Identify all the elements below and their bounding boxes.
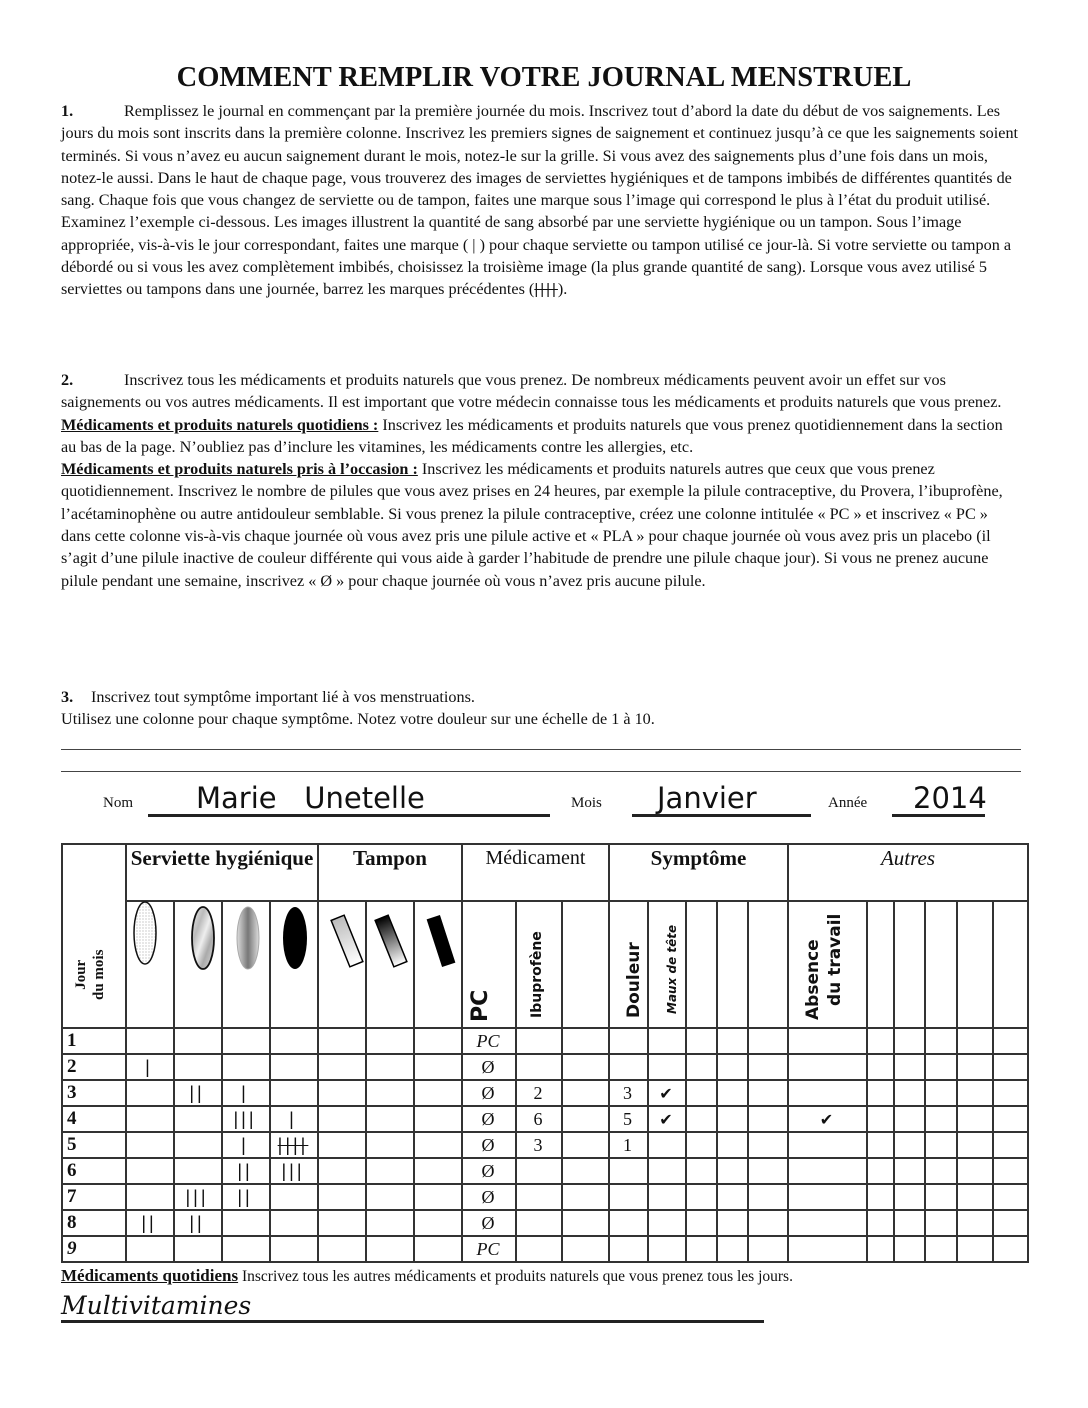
cell-pc[interactable]: Ø (481, 1212, 495, 1233)
cell-p2[interactable]: || (189, 1082, 205, 1103)
cell-absence[interactable] (787, 1236, 866, 1262)
cell-pc[interactable]: Ø (481, 1134, 495, 1155)
header-pc: PC (468, 989, 493, 1022)
table-line (924, 900, 926, 1263)
cell-p1[interactable] (125, 1158, 173, 1184)
header-day-line1: Jour (73, 959, 89, 990)
cell-p2[interactable] (173, 1028, 221, 1054)
cell-ibu[interactable] (515, 1028, 561, 1054)
table-line (992, 900, 994, 1263)
section-text: Utilisez une colonne pour chaque symptôme. Notez votre douleur sur une échelle de 1 à 10. (61, 710, 655, 729)
day-number: 7 (67, 1186, 77, 1207)
cell-maux[interactable]: ✔ (659, 1083, 673, 1103)
cell-p2[interactable] (173, 1106, 221, 1132)
pad-medium-icon (188, 905, 218, 975)
cell-t3[interactable] (413, 1210, 461, 1236)
cell-ibu[interactable] (515, 1184, 561, 1210)
cell-p3[interactable] (221, 1236, 269, 1262)
page-title: COMMENT REMPLIR VOTRE JOURNAL MENSTRUEL (176, 62, 912, 93)
name-label: Nom (103, 795, 133, 811)
year-label: Année (828, 795, 868, 811)
section-text: Inscrivez tout symptôme important lié à vos menstruations. (91, 688, 475, 706)
day-number: 5 (67, 1134, 77, 1155)
cell-pc[interactable]: Ø (481, 1108, 495, 1129)
section-text-end: ). (557, 280, 568, 299)
cell-t2[interactable] (365, 1236, 413, 1262)
header-douleur: Douleur (624, 942, 644, 1018)
cell-pc[interactable]: Ø (481, 1056, 495, 1077)
cell-p3[interactable]: || (237, 1186, 253, 1207)
cell-absence[interactable] (787, 1080, 866, 1106)
month-field[interactable]: Janvier (657, 781, 757, 815)
table-line (561, 900, 563, 1263)
cell-p4[interactable]: | (289, 1108, 297, 1129)
cell-t3[interactable] (413, 1158, 461, 1184)
cell-douleur[interactable] (608, 1210, 647, 1236)
table-border (1027, 843, 1029, 1263)
header-absence-line2: du travail (825, 913, 845, 1006)
day-number: 2 (67, 1056, 77, 1077)
cell-p2[interactable] (173, 1158, 221, 1184)
cell-absence[interactable] (787, 1210, 866, 1236)
header-day-line2: du mois (91, 949, 107, 1000)
cell-t3[interactable] (413, 1184, 461, 1210)
cell-p2[interactable] (173, 1132, 221, 1158)
cell-t2[interactable] (365, 1158, 413, 1184)
occasional-meds-heading: Médicaments et produits naturels pris à l’occasion : (61, 460, 418, 479)
cell-maux[interactable] (647, 1236, 685, 1262)
pad-light-icon (130, 900, 160, 970)
cell-p3[interactable] (221, 1054, 269, 1080)
cell-t1[interactable] (317, 1054, 365, 1080)
table-line (893, 900, 895, 1263)
cell-douleur[interactable] (608, 1028, 647, 1054)
cell-p4[interactable]: ||| (281, 1160, 305, 1181)
cell-douleur[interactable] (608, 1054, 647, 1080)
cell-ibu[interactable] (515, 1210, 561, 1236)
instructions-section-1 (61, 100, 1021, 302)
cell-p3[interactable] (221, 1028, 269, 1054)
cell-t1[interactable] (317, 1236, 365, 1262)
cell-douleur[interactable]: 3 (623, 1082, 632, 1103)
tampon-light-icon (328, 912, 368, 972)
cell-p1[interactable]: || (141, 1212, 157, 1233)
cell-maux[interactable] (647, 1210, 685, 1236)
cell-t1[interactable] (317, 1210, 365, 1236)
cell-ibu[interactable] (515, 1054, 561, 1080)
cell-t1[interactable] (317, 1106, 365, 1132)
cell-p3[interactable]: | (241, 1134, 249, 1155)
cell-t3[interactable] (413, 1236, 461, 1262)
header-absence-line1: Absence (803, 939, 823, 1020)
day-number: 4 (67, 1108, 77, 1129)
cell-maux[interactable] (647, 1132, 685, 1158)
cell-t1[interactable] (317, 1080, 365, 1106)
cell-douleur[interactable] (608, 1184, 647, 1210)
table-line (716, 900, 718, 1263)
cell-p4[interactable] (269, 1236, 317, 1262)
cell-douleur[interactable] (608, 1236, 647, 1262)
cell-p3[interactable]: ||| (233, 1108, 257, 1129)
cell-p4[interactable] (269, 1028, 317, 1054)
cell-t2[interactable] (365, 1106, 413, 1132)
cell-t1[interactable] (317, 1184, 365, 1210)
daily-meds-value[interactable]: Multivitamines (61, 1291, 252, 1320)
cell-maux[interactable] (647, 1158, 685, 1184)
cell-absence[interactable] (787, 1158, 866, 1184)
header-absence-travail (802, 914, 846, 1020)
tampon-medium-icon (372, 912, 412, 972)
day-number: 8 (67, 1212, 77, 1233)
cell-pc[interactable]: PC (476, 1238, 500, 1259)
cell-t2[interactable] (365, 1080, 413, 1106)
cell-p1[interactable] (125, 1132, 173, 1158)
table-line (866, 900, 868, 1263)
cell-pc[interactable]: Ø (481, 1160, 495, 1181)
cell-p1[interactable] (125, 1028, 173, 1054)
section-text: Inscrivez tous les médicaments et produits naturels que vous prenez. De nombreux médicaments peuvent avoir un effet sur vos saignements ou vos autres médicaments. Il est important que votre médecin connaisse tous les médicaments et produits naturels que vous prenez. (61, 371, 1002, 412)
table-line (956, 900, 958, 1263)
cell-ibu[interactable]: 2 (533, 1082, 543, 1103)
tally-example: |||| (534, 281, 558, 299)
cell-p1[interactable] (125, 1106, 173, 1132)
cell-absence[interactable] (787, 1028, 866, 1054)
cell-t1[interactable] (317, 1158, 365, 1184)
header-day-of-month (72, 950, 108, 1000)
section-number: 2. (61, 371, 74, 389)
header-tampon: Tampon (353, 846, 427, 870)
day-number: 9 (67, 1238, 77, 1259)
day-number: 6 (67, 1160, 77, 1181)
cell-ibu[interactable] (515, 1158, 561, 1184)
cell-t2[interactable] (365, 1210, 413, 1236)
cell-absence[interactable] (787, 1054, 866, 1080)
cell-p4[interactable] (269, 1054, 317, 1080)
divider (61, 771, 1021, 772)
year-field[interactable]: 2014 (913, 781, 987, 815)
daily-meds-heading: Médicaments et produits naturels quotidiens : (61, 415, 379, 434)
divider (61, 749, 1021, 750)
daily-meds-heading: Médicaments quotidiens (61, 1266, 239, 1285)
cell-p2[interactable]: || (189, 1212, 205, 1233)
cell-t2[interactable] (365, 1132, 413, 1158)
name-field[interactable]: Marie Unetelle (196, 781, 425, 815)
cell-maux[interactable] (647, 1184, 685, 1210)
cell-t1[interactable] (317, 1132, 365, 1158)
header-maux-de-tete: Maux de tête (665, 924, 679, 1014)
daily-meds-line (61, 1320, 764, 1323)
day-number: 1 (67, 1030, 77, 1051)
daily-meds-instruction: Inscrivez tous les autres médicaments et produits naturels que vous prenez tous les jours. (238, 1268, 793, 1285)
cell-p2[interactable]: ||| (185, 1186, 209, 1207)
table-line (125, 900, 1027, 902)
cell-maux[interactable] (647, 1054, 685, 1080)
cell-pc[interactable]: Ø (481, 1186, 495, 1207)
header-ibuprofene: Ibuprofène (529, 931, 545, 1018)
instructions-section-2 (61, 369, 1021, 592)
header-serviette: Serviette hygiénique (130, 846, 314, 870)
section-number: 1. (61, 102, 74, 120)
header-medicament: Médicament (485, 847, 586, 869)
cell-t1[interactable] (317, 1028, 365, 1054)
header-autres: Autres (880, 846, 936, 870)
occasional-meds-text: Inscrivez les médicaments et produits naturels autres que ceux que vous prenez quotidiennement. Inscrivez le nombre de pilules que vous avez prises en 24 heures, par exemple la pilule contraceptive, du Provera, l’ibuprofène, l’acétaminophène ou autre antidouleur semblable. Si vous prenez la pilule contraceptive, créez une colonne intitulée « PC » et inscrivez « PC » dans cette colonne vis-à-vis chaque journée où vous avez pris une pilule active et « PLA » pour chaque journée où vous avez pris un placebo (il s’agit d’une pilule inactive de couleur différente qui vous aide à garder l’habitude de prendre une pilule chaque jour). Si vous ne prenez aucune pilule pendant une semaine, inscrivez « Ø » pour chaque journée où vous n’avez pris aucune pilule. (61, 460, 1003, 590)
pad-heavy-icon (234, 905, 264, 975)
cell-t3[interactable] (413, 1080, 461, 1106)
cell-douleur[interactable]: 1 (623, 1134, 632, 1155)
cell-t2[interactable] (365, 1028, 413, 1054)
cell-t3[interactable] (413, 1054, 461, 1080)
cell-p4[interactable]: |||| (277, 1134, 309, 1155)
cell-absence[interactable]: ✔ (819, 1109, 834, 1129)
cell-maux[interactable] (647, 1028, 685, 1054)
cell-douleur[interactable] (608, 1158, 647, 1184)
cell-p3[interactable]: || (237, 1160, 253, 1181)
cell-absence[interactable] (787, 1184, 866, 1210)
instructions-section-3 (61, 686, 1021, 731)
cell-p3[interactable]: | (241, 1082, 249, 1103)
cell-maux[interactable]: ✔ (659, 1109, 673, 1129)
cell-ibu[interactable]: 6 (533, 1108, 543, 1129)
day-number: 3 (67, 1082, 77, 1103)
cell-t3[interactable] (413, 1132, 461, 1158)
section-number: 3. (61, 688, 74, 706)
cell-t2[interactable] (365, 1054, 413, 1080)
cell-t3[interactable] (413, 1106, 461, 1132)
cell-douleur[interactable]: 5 (623, 1108, 632, 1129)
table-border (61, 843, 1027, 845)
tampon-full-icon (422, 912, 462, 972)
cell-pc[interactable]: Ø (481, 1082, 495, 1103)
daily-meds-footer (61, 1266, 793, 1286)
cell-p1[interactable] (125, 1184, 173, 1210)
cell-p1[interactable] (125, 1080, 173, 1106)
pad-full-icon (281, 905, 311, 975)
table-line (747, 900, 749, 1263)
cell-p1[interactable]: | (145, 1056, 153, 1077)
cell-p1[interactable] (125, 1236, 173, 1262)
cell-p3[interactable] (221, 1210, 269, 1236)
cell-pc[interactable]: PC (476, 1030, 500, 1051)
month-label: Mois (571, 795, 602, 811)
cell-t2[interactable] (365, 1184, 413, 1210)
cell-t3[interactable] (413, 1028, 461, 1054)
daily-meds-text: Inscrivez les médicaments et produits naturels que vous prenez quotidiennement dans la section au bas de la page. N’oubliez pas d’inclure les vitamines, les médicaments contre les allergies, etc. (61, 415, 1003, 456)
table-line (685, 900, 687, 1263)
cell-p2[interactable] (173, 1054, 221, 1080)
header-symptome: Symptôme (650, 846, 747, 870)
cell-ibu[interactable] (515, 1236, 561, 1262)
section-text: Remplissez le journal en commençant par la première journée du mois. Inscrivez tout d’abord la date du début de vos saignements. Les jours du mois sont inscrits dans la première colonne. Inscrivez les premiers signes de saignement et continuez jusqu’à ce que les saignements soient terminés. Si vous n’avez eu aucun saignement durant le mois, notez-le sur la grille. Si vous avez des saignements plus d’une fois dans un mois, notez-le aussi. Dans le haut de chaque page, vous trouverez des images de serviettes hygiéniques et de tampons imbibés de différentes quantités de sang. Chaque fois que vous changez de serviette ou de tampon, faites une marque sous l’image qui correspond le plus à l’état du produit utilisé. Examinez l’exemple ci-dessous. Les images illustrent la quantité de sang absorbé par une serviette hygiénique ou un tampon. Sous l’image appropriée, vis-à-vis le jour correspondant, faites une marque ( | ) pour chaque serviette ou tampon utilisé ce jour-là. Si votre serviette ou tampon a débordé ou si vous les avez complètement imbibés, choisissez la troisième image (la plus grande quantité de sang). Lorsque vous avez utilisé 5 serviettes ou tampons dans une journée, barrez les marques précédentes ( (61, 102, 1019, 299)
cell-p4[interactable] (269, 1080, 317, 1106)
cell-ibu[interactable]: 3 (533, 1134, 543, 1155)
cell-p4[interactable] (269, 1184, 317, 1210)
cell-p2[interactable] (173, 1236, 221, 1262)
cell-absence[interactable] (787, 1132, 866, 1158)
cell-p4[interactable] (269, 1210, 317, 1236)
